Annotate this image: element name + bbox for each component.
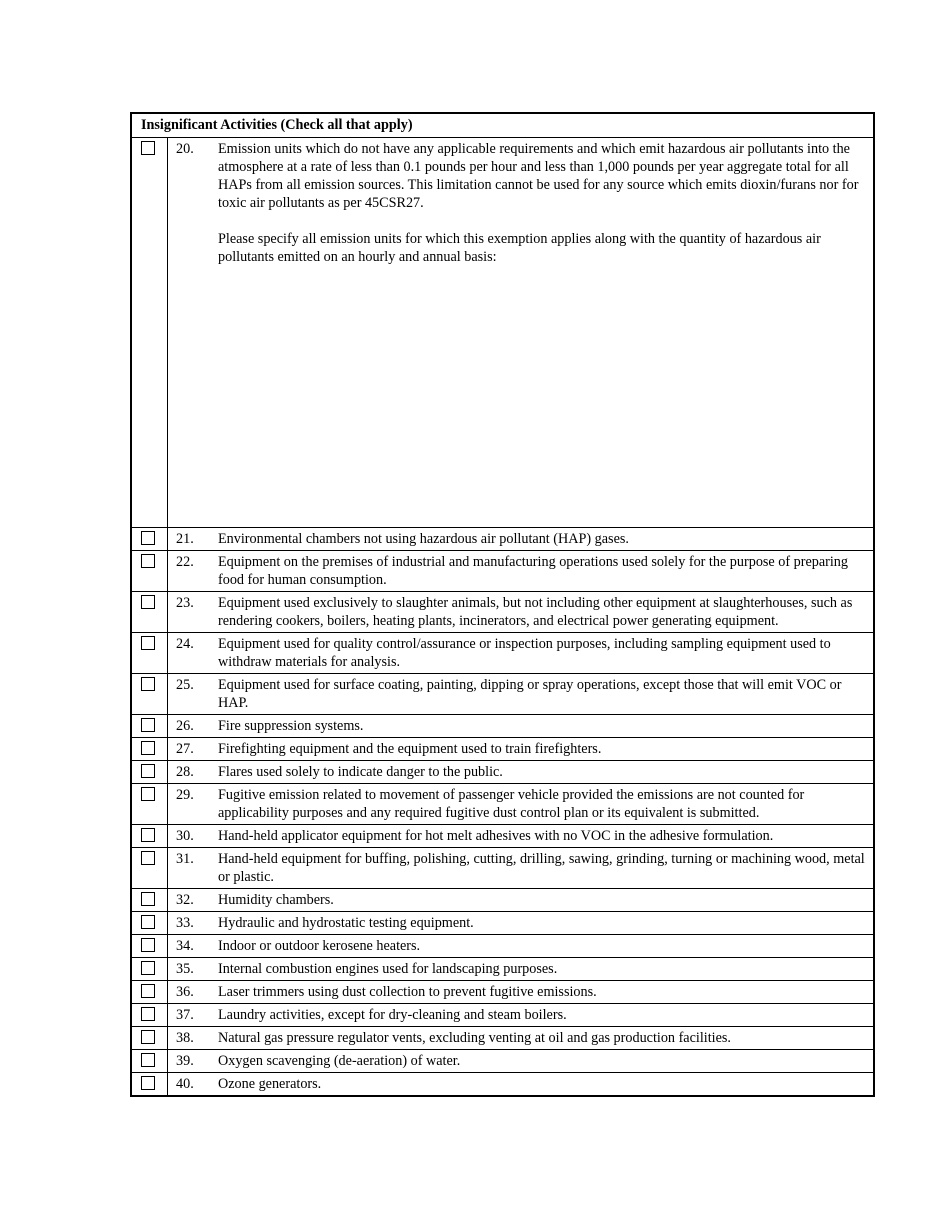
- item-number: 24.: [176, 636, 194, 652]
- item-paragraph: Equipment used for quality control/assurance or inspection purposes, including sampling equipment used to withdraw materials for analysis.: [218, 636, 831, 670]
- item-description: [218, 551, 873, 591]
- checkbox-cell: [132, 674, 168, 714]
- item-checkbox[interactable]: [141, 961, 155, 975]
- item-description: [218, 848, 873, 888]
- checkbox-cell: [132, 528, 168, 550]
- item-checkbox[interactable]: [141, 1053, 155, 1067]
- item-description: [218, 912, 873, 934]
- item-checkbox[interactable]: [141, 828, 155, 842]
- item-checkbox[interactable]: [141, 741, 155, 755]
- item-number: 29.: [176, 787, 194, 803]
- item-checkbox[interactable]: [141, 787, 155, 801]
- item-description: [218, 825, 873, 847]
- item-description: [218, 981, 873, 1003]
- item-number: 25.: [176, 677, 194, 693]
- item-paragraph: Hand-held applicator equipment for hot melt adhesives with no VOC in the adhesive formulation.: [218, 828, 774, 844]
- item-paragraph: Ozone generators.: [218, 1076, 322, 1092]
- item-checkbox[interactable]: [141, 938, 155, 952]
- checkbox-cell: [132, 889, 168, 911]
- item-paragraph: Laundry activities, except for dry-cleaning and steam boilers.: [218, 1007, 567, 1023]
- table-row: [132, 551, 873, 592]
- item-description: [218, 674, 873, 714]
- item-checkbox[interactable]: [141, 1076, 155, 1090]
- item-number: 31.: [176, 851, 194, 867]
- checkbox-cell: [132, 761, 168, 783]
- item-description: [218, 784, 873, 824]
- checkbox-cell: [132, 715, 168, 737]
- item-description: [218, 715, 873, 737]
- item-checkbox[interactable]: [141, 1030, 155, 1044]
- table-row: [132, 848, 873, 889]
- item-paragraph: Hydraulic and hydrostatic testing equipment.: [218, 915, 474, 931]
- item-paragraph: Environmental chambers not using hazardous air pollutant (HAP) gases.: [218, 531, 629, 547]
- item-checkbox[interactable]: [141, 892, 155, 906]
- item-paragraph: Laser trimmers using dust collection to prevent fugitive emissions.: [218, 984, 597, 1000]
- item-number: 37.: [176, 1007, 194, 1023]
- table-row: [132, 633, 873, 674]
- item-paragraph: Internal combustion engines used for landscaping purposes.: [218, 961, 558, 977]
- item-paragraph: Oxygen scavenging (de-aeration) of water.: [218, 1053, 461, 1069]
- insignificant-activities-table: [130, 112, 875, 1097]
- item-paragraph: Flares used solely to indicate danger to the public.: [218, 764, 503, 780]
- item-description: [218, 528, 873, 550]
- table-row: [132, 825, 873, 848]
- item-paragraph: Please specify all emission units for which this exemption applies along with the quantity of hazardous air pollutants emitted on an hourly and annual basis:: [218, 231, 821, 265]
- table-row: [132, 889, 873, 912]
- checkbox-cell: [132, 1004, 168, 1026]
- table-row: [132, 981, 873, 1004]
- item-description: [218, 1004, 873, 1026]
- item-paragraph: Firefighting equipment and the equipment used to train firefighters.: [218, 741, 602, 757]
- table-row: [132, 528, 873, 551]
- item-checkbox[interactable]: [141, 636, 155, 650]
- table-row: [132, 715, 873, 738]
- item-description: [218, 1073, 873, 1095]
- item-checkbox[interactable]: [141, 718, 155, 732]
- checkbox-cell: [132, 633, 168, 673]
- table-row: [132, 935, 873, 958]
- table-header: Insignificant Activities (Check all that apply): [132, 114, 873, 138]
- item-checkbox[interactable]: [141, 595, 155, 609]
- item-checkbox[interactable]: [141, 554, 155, 568]
- item-checkbox[interactable]: [141, 851, 155, 865]
- item-description: [218, 138, 873, 527]
- table-row: [132, 958, 873, 981]
- item-number: 32.: [176, 892, 194, 908]
- item-number: 28.: [176, 764, 194, 780]
- checkbox-cell: [132, 1073, 168, 1095]
- item-checkbox[interactable]: [141, 677, 155, 691]
- item-paragraph: Humidity chambers.: [218, 892, 334, 908]
- item-description: [218, 1050, 873, 1072]
- item-paragraph: Hand-held equipment for buffing, polishing, cutting, drilling, sawing, grinding, turning or machining wood, metal or plastic.: [218, 851, 865, 885]
- item-number: 36.: [176, 984, 194, 1000]
- item-checkbox[interactable]: [141, 141, 155, 155]
- item-description: [218, 889, 873, 911]
- item-description: [218, 633, 873, 673]
- item-paragraph: Natural gas pressure regulator vents, excluding venting at oil and gas production facilities.: [218, 1030, 731, 1046]
- item-number: 26.: [176, 718, 194, 734]
- table-row: [132, 674, 873, 715]
- checkbox-cell: [132, 738, 168, 760]
- table-row: [132, 738, 873, 761]
- item-number: 40.: [176, 1076, 194, 1092]
- checkbox-cell: [132, 825, 168, 847]
- item-number: 20.: [176, 141, 194, 157]
- item-paragraph: Equipment used exclusively to slaughter animals, but not including other equipment at slaughterhouses, such as rendering cookers, boilers, heating plants, incinerators, and electrical power generating equipment.: [218, 595, 853, 629]
- item-number: 39.: [176, 1053, 194, 1069]
- checkbox-cell: [132, 592, 168, 632]
- item-paragraph: Indoor or outdoor kerosene heaters.: [218, 938, 421, 954]
- item-number: 38.: [176, 1030, 194, 1046]
- item-checkbox[interactable]: [141, 764, 155, 778]
- table-row: [132, 592, 873, 633]
- item-number: 30.: [176, 828, 194, 844]
- item-description: [218, 958, 873, 980]
- item-number: 23.: [176, 595, 194, 611]
- item-description: [218, 1027, 873, 1049]
- item-checkbox[interactable]: [141, 984, 155, 998]
- checkbox-cell: [132, 784, 168, 824]
- item-description: [218, 738, 873, 760]
- item-description: [218, 935, 873, 957]
- item-paragraph: Fire suppression systems.: [218, 718, 364, 734]
- checkbox-cell: [132, 1027, 168, 1049]
- item-checkbox[interactable]: [141, 531, 155, 545]
- checkbox-cell: [132, 912, 168, 934]
- item-description: [218, 592, 873, 632]
- checkbox-cell: [132, 958, 168, 980]
- item-paragraph: Equipment on the premises of industrial and manufacturing operations used solely for the purpose of preparing food for human consumption.: [218, 554, 848, 588]
- item-number: 33.: [176, 915, 194, 931]
- table-row: [132, 138, 873, 528]
- table-row: [132, 1073, 873, 1095]
- table-row: [132, 784, 873, 825]
- item-description: [218, 761, 873, 783]
- checkbox-cell: [132, 848, 168, 888]
- checkbox-cell: [132, 138, 168, 527]
- item-number: 34.: [176, 938, 194, 954]
- item-number: 21.: [176, 531, 194, 547]
- checkbox-cell: [132, 551, 168, 591]
- item-checkbox[interactable]: [141, 915, 155, 929]
- item-number: 35.: [176, 961, 194, 977]
- item-paragraph: Equipment used for surface coating, painting, dipping or spray operations, except those that will emit VOC or HAP.: [218, 677, 842, 711]
- checkbox-cell: [132, 935, 168, 957]
- item-checkbox[interactable]: [141, 1007, 155, 1021]
- table-row: [132, 912, 873, 935]
- table-row: [132, 1050, 873, 1073]
- table-row: [132, 1027, 873, 1050]
- table-row: [132, 1004, 873, 1027]
- checkbox-cell: [132, 981, 168, 1003]
- activity-list: [132, 138, 873, 1095]
- item-number: 22.: [176, 554, 194, 570]
- item-paragraph: Emission units which do not have any applicable requirements and which emit hazardous air pollutants into the atmosphere at a rate of less than 0.1 pounds per hour and less than 1,000 pounds per year aggregate total for all HAPs from all emission sources. This limitation cannot be used for any source which emits dioxin/furans nor for toxic air pollutants as per 45CSR27.: [218, 141, 859, 211]
- checkbox-cell: [132, 1050, 168, 1072]
- table-row: [132, 761, 873, 784]
- item-paragraph: Fugitive emission related to movement of passenger vehicle provided the emissions are not counted for applicability purposes and any required fugitive dust control plan or its equivalent is submitted.: [218, 787, 805, 821]
- item-number: 27.: [176, 741, 194, 757]
